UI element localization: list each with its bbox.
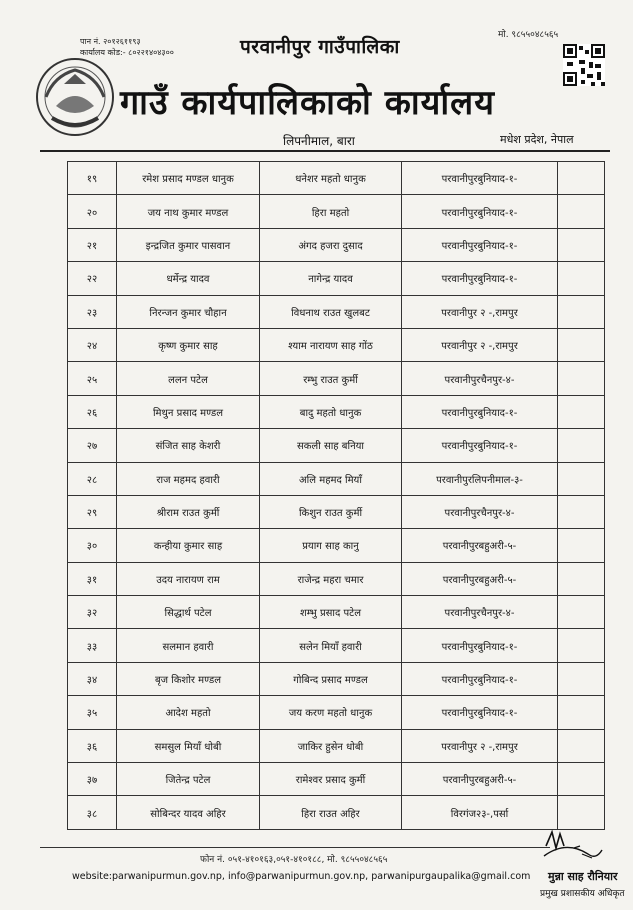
serial-number-cell: २९: [68, 495, 117, 528]
name-cell: आदेश महतो: [117, 696, 260, 729]
table-row: [68, 696, 605, 729]
serial-number-cell: २७: [68, 429, 117, 462]
name-cell: कृष्ण कुमार साह: [117, 328, 260, 361]
table-row: [68, 362, 605, 395]
father-name-cell: शम्भु प्रसाद पटेल: [260, 596, 402, 629]
address-cell: परवानीपुरलिपनीमाल-३-: [402, 462, 558, 495]
address-cell: परवानीपुरबुनियाद-१-: [402, 395, 558, 428]
serial-number-cell: २४: [68, 328, 117, 361]
address-cell: परवानीपुरबुनियाद-१-: [402, 662, 558, 695]
table-row: [68, 462, 605, 495]
father-name-cell: धनेशर महतो धानुक: [260, 162, 402, 195]
header-mobile: मो. ९८५५०४८५६५: [498, 30, 559, 40]
serial-number-cell: ३०: [68, 529, 117, 562]
empty-cell: [558, 429, 605, 462]
father-name-cell: अलि महमद मियाँ: [260, 462, 402, 495]
father-name-cell: जाकिर हुसेन धोबी: [260, 729, 402, 762]
address-cell: परवानीपुरचैनपुर-४-: [402, 362, 558, 395]
name-cell: इन्द्रजित कुमार पासवान: [117, 228, 260, 261]
empty-cell: [558, 362, 605, 395]
address-cell: परवानीपुर २ -,रामपुर: [402, 729, 558, 762]
empty-cell: [558, 395, 605, 428]
father-name-cell: बादु महतो धानुक: [260, 395, 402, 428]
name-cell: निरन्जन कुमार चौहान: [117, 295, 260, 328]
address-cell: परवानीपुरबहुअरी-५-: [402, 529, 558, 562]
table-row: [68, 796, 605, 829]
office-title: गाउँ कार्यपालिकाको कार्यालय: [120, 83, 495, 123]
name-cell: उदय नारायण राम: [117, 562, 260, 595]
serial-number-cell: १९: [68, 162, 117, 195]
pan-number: पान नं. २०१२६११९३: [80, 37, 141, 46]
address-cell: परवानीपुरबुनियाद-१-: [402, 162, 558, 195]
table-row: [68, 195, 605, 228]
empty-cell: [558, 328, 605, 361]
empty-cell: [558, 495, 605, 528]
father-name-cell: प्रयाग साह कानु: [260, 529, 402, 562]
name-cell: कन्हीया कुमार साह: [117, 529, 260, 562]
name-cell: मिथुन प्रसाद मण्डल: [117, 395, 260, 428]
name-cell: जय नाथ कुमार मण्डल: [117, 195, 260, 228]
father-name-cell: गोबिन्द प्रसाद मण्डल: [260, 662, 402, 695]
father-name-cell: राजेन्द्र महरा चमार: [260, 562, 402, 595]
serial-number-cell: २३: [68, 295, 117, 328]
serial-number-cell: २६: [68, 395, 117, 428]
name-cell: रमेश प्रसाद मण्डल धानुक: [117, 162, 260, 195]
header-left-info: [80, 36, 174, 58]
name-cell: सलमान हवारी: [117, 629, 260, 662]
qr-code-icon[interactable]: [563, 44, 605, 86]
empty-cell: [558, 162, 605, 195]
name-cell: सोबिन्दर यादव अहिर: [117, 796, 260, 829]
serial-number-cell: ३३: [68, 629, 117, 662]
table-row: [68, 495, 605, 528]
father-name-cell: हिरा राउत अहिर: [260, 796, 402, 829]
father-name-cell: नागेन्द्र यादव: [260, 262, 402, 295]
name-cell: ललन पटेल: [117, 362, 260, 395]
serial-number-cell: ३७: [68, 763, 117, 796]
empty-cell: [558, 763, 605, 796]
table-row: [68, 729, 605, 762]
address-cell: विरगंज२३-,पर्सा: [402, 796, 558, 829]
name-cell: सिद्धार्थ पटेल: [117, 596, 260, 629]
serial-number-cell: ३८: [68, 796, 117, 829]
office-location: लिपनीमाल, बारा: [283, 134, 355, 148]
table-row: [68, 429, 605, 462]
serial-number-cell: २०: [68, 195, 117, 228]
serial-number-cell: ३५: [68, 696, 117, 729]
father-name-cell: रामेश्वर प्रसाद कुर्मी: [260, 763, 402, 796]
table-body: [68, 162, 605, 830]
province-name: मधेश प्रदेश, नेपाल: [500, 133, 574, 146]
address-cell: परवानीपुरचैनपुर-४-: [402, 495, 558, 528]
nepal-government-emblem-icon: [34, 56, 116, 138]
empty-cell: [558, 562, 605, 595]
beneficiary-table: [67, 161, 605, 830]
empty-cell: [558, 195, 605, 228]
table-row: [68, 596, 605, 629]
table-row: [68, 629, 605, 662]
empty-cell: [558, 696, 605, 729]
name-cell: श्रीराम राउत कुर्मी: [117, 495, 260, 528]
table-row: [68, 162, 605, 195]
footer-divider: [40, 847, 550, 848]
signatory-title: प्रमुख प्रशासकीय अधिकृत: [540, 889, 625, 899]
table-row: [68, 662, 605, 695]
serial-number-cell: २८: [68, 462, 117, 495]
empty-cell: [558, 729, 605, 762]
empty-cell: [558, 662, 605, 695]
serial-number-cell: २५: [68, 362, 117, 395]
address-cell: परवानीपुरचैनपुर-४-: [402, 596, 558, 629]
address-cell: परवानीपुरबहुअरी-५-: [402, 763, 558, 796]
father-name-cell: सलेन मियाँ हवारी: [260, 629, 402, 662]
father-name-cell: श्याम नारायण साह गोंठ: [260, 328, 402, 361]
address-cell: परवानीपुरबहुअरी-५-: [402, 562, 558, 595]
table-row: [68, 395, 605, 428]
father-name-cell: विधनाथ राउत खुलबट: [260, 295, 402, 328]
name-cell: जितेन्द्र पटेल: [117, 763, 260, 796]
serial-number-cell: ३६: [68, 729, 117, 762]
father-name-cell: जय करण महतो धानुक: [260, 696, 402, 729]
address-cell: परवानीपुरबुनियाद-१-: [402, 696, 558, 729]
empty-cell: [558, 529, 605, 562]
name-cell: समसुल मियाँ धोबी: [117, 729, 260, 762]
address-cell: परवानीपुरबुनियाद-१-: [402, 195, 558, 228]
table-row: [68, 763, 605, 796]
serial-number-cell: ३२: [68, 596, 117, 629]
serial-number-cell: ३४: [68, 662, 117, 695]
empty-cell: [558, 629, 605, 662]
name-cell: धर्मेन्द्र यादव: [117, 262, 260, 295]
father-name-cell: हिरा महतो: [260, 195, 402, 228]
father-name-cell: किशुन राउत कुर्मी: [260, 495, 402, 528]
table-row: [68, 295, 605, 328]
address-cell: परवानीपुरबुनियाद-१-: [402, 228, 558, 261]
address-cell: परवानीपुर २ -,रामपुर: [402, 295, 558, 328]
empty-cell: [558, 796, 605, 829]
empty-cell: [558, 462, 605, 495]
address-cell: परवानीपुरबुनियाद-१-: [402, 629, 558, 662]
father-name-cell: रम्भु राउत कुर्मी: [260, 362, 402, 395]
empty-cell: [558, 596, 605, 629]
address-cell: परवानीपुरबुनियाद-१-: [402, 262, 558, 295]
name-cell: बृज किशोर मण्डल: [117, 662, 260, 695]
municipality-name: परवानीपुर गाउँपालिका: [240, 36, 400, 58]
table-row: [68, 562, 605, 595]
signatory-name: मुन्ना साह रौनियार: [548, 870, 618, 883]
footer-phone: फोन नं. ०५१-४१०१६३,०५१-४१०१८८, मो. ९८५५०४८५६५: [200, 855, 388, 865]
empty-cell: [558, 295, 605, 328]
table-row: [68, 529, 605, 562]
father-name-cell: सकली साह बनिया: [260, 429, 402, 462]
address-cell: परवानीपुरबुनियाद-१-: [402, 429, 558, 462]
table-row: [68, 328, 605, 361]
footer-website: website:parwanipurmun.gov.np, info@parwanipurmun.gov.np, parwanipurgaupalika@gmail.com: [72, 871, 531, 882]
office-code: कार्यालय कोड:- ८०२२१४०४३००: [80, 48, 174, 57]
father-name-cell: अंगद हजरा दुसाद: [260, 228, 402, 261]
empty-cell: [558, 228, 605, 261]
empty-cell: [558, 262, 605, 295]
serial-number-cell: २१: [68, 228, 117, 261]
header-divider: [40, 150, 610, 152]
name-cell: राज महमद हवारी: [117, 462, 260, 495]
table-row: [68, 228, 605, 261]
table-row: [68, 262, 605, 295]
serial-number-cell: २२: [68, 262, 117, 295]
name-cell: संजित साह केशरी: [117, 429, 260, 462]
address-cell: परवानीपुर २ -,रामपुर: [402, 328, 558, 361]
serial-number-cell: ३१: [68, 562, 117, 595]
